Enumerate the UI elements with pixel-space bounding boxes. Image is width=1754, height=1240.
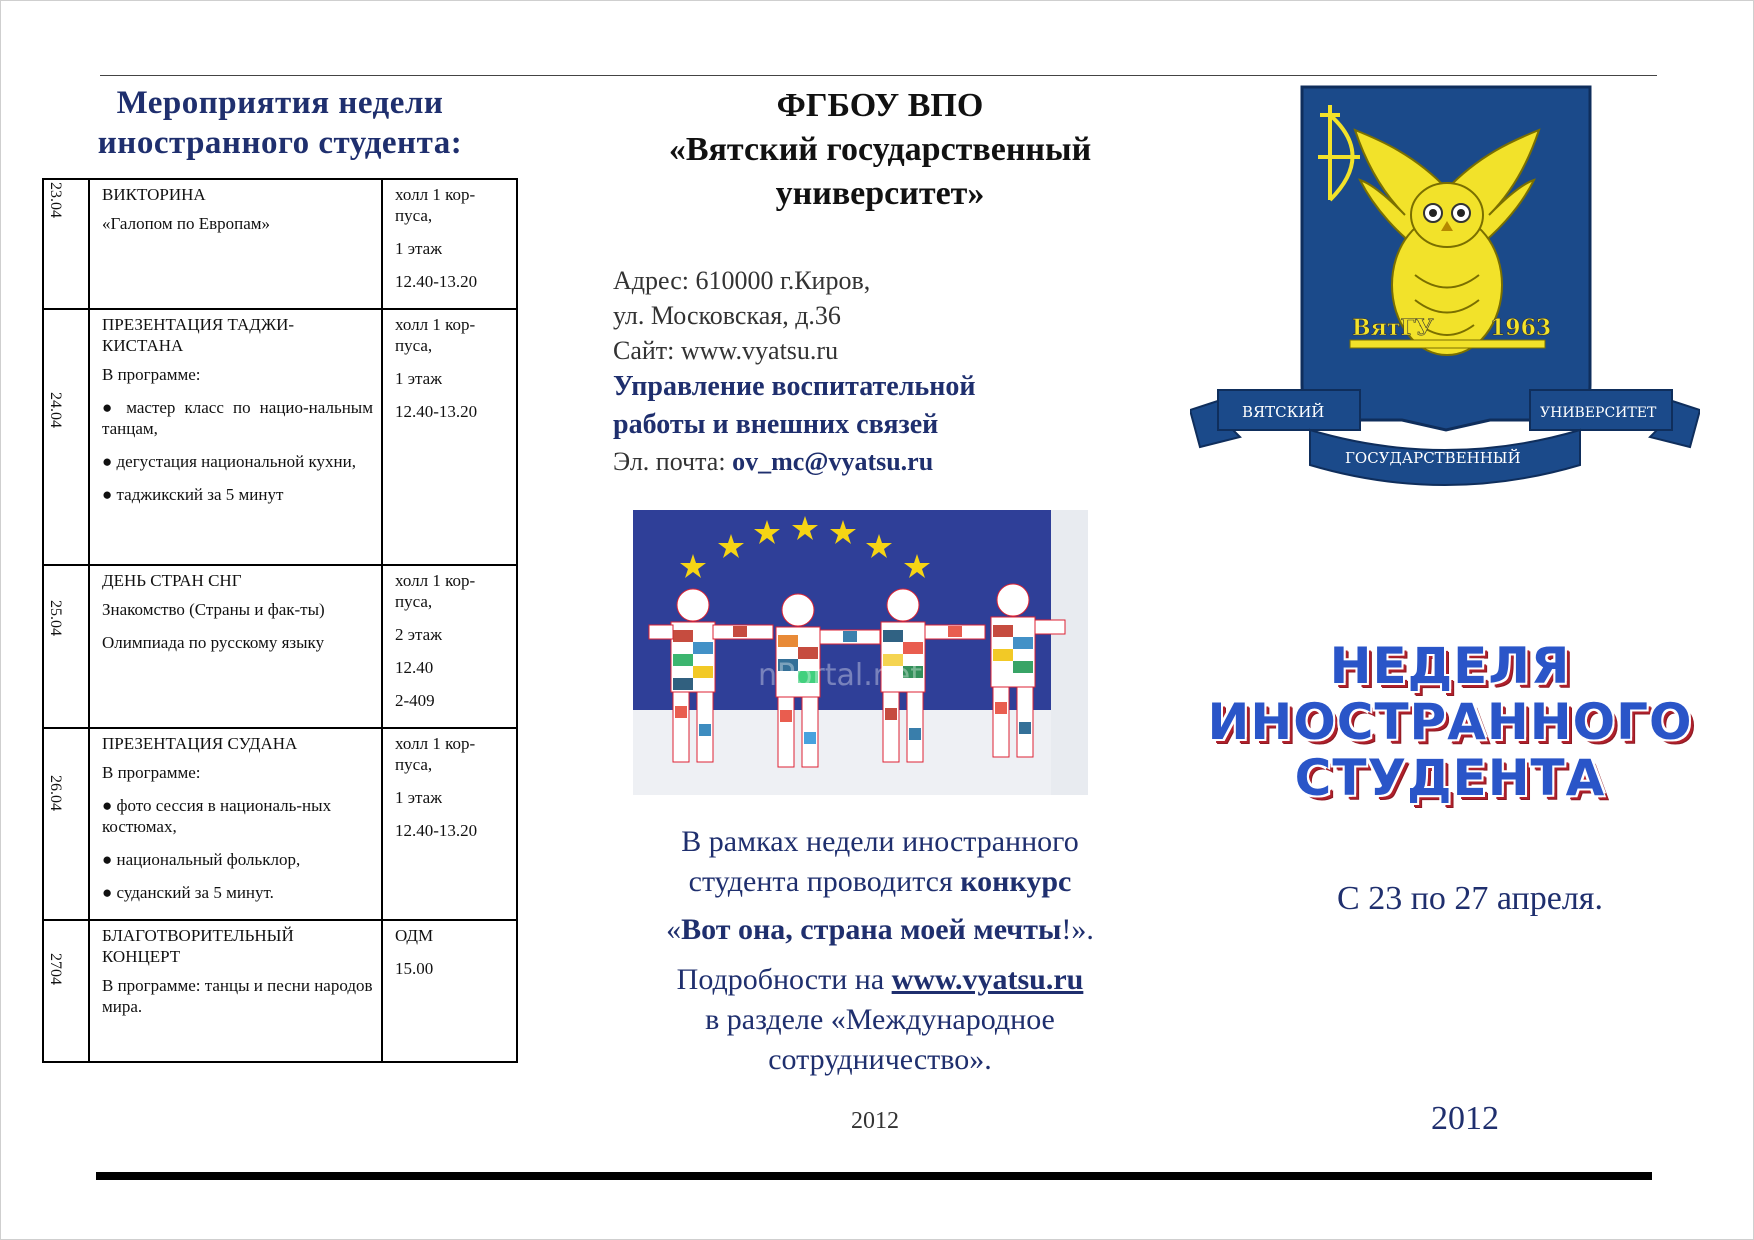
schedule-event-cell (89, 565, 382, 728)
event-title: ВИКТОРИНА (102, 185, 206, 204)
emblem-year: 1963 (1490, 315, 1552, 341)
schedule-place-cell (382, 565, 517, 728)
place-text: холл 1 кор-пуса, (395, 734, 476, 774)
event-text: В программе: (102, 763, 201, 782)
schedule-row (43, 309, 517, 565)
schedule-event-cell (89, 309, 382, 565)
email-link[interactable]: ov_mc@vyatsu.ru (732, 447, 934, 476)
contest-quote-close: !». (1061, 913, 1094, 946)
department-line: Управление воспитательной (613, 371, 976, 402)
email-label: Эл. почта: (613, 447, 733, 476)
bottom-divider (96, 1172, 1652, 1180)
middle-year: 2012 (851, 1108, 899, 1134)
schedule-table (42, 178, 518, 1063)
schedule-date-cell (43, 179, 89, 309)
ribbon-right-text: УНИВЕРСИТЕТ (1540, 405, 1657, 421)
schedule-place-cell (382, 920, 517, 1062)
banner-line: СТУДЕНТА (1294, 749, 1606, 807)
event-text: ● дегустация национальной кухни, (102, 452, 356, 471)
details-section: сотрудничество». (768, 1043, 992, 1076)
schedule-date-cell (43, 920, 89, 1062)
ribbon-left-text: ВЯТСКИЙ (1242, 403, 1325, 421)
details-label: Подробности на (676, 963, 892, 996)
place-text: 2-409 (395, 691, 435, 710)
schedule-heading-line2: иностранного студента: (97, 125, 463, 161)
org-line: «Вятский государственный (668, 131, 1092, 168)
event-text: В программе: (102, 365, 201, 384)
schedule-date: 24.04 (47, 392, 64, 428)
website-line[interactable]: Сайт: www.vyatsu.ru (613, 336, 839, 365)
contest-title: Вот она, страна моей мечты (681, 913, 1062, 946)
place-text: 12.40-13.20 (395, 821, 478, 840)
event-title: ПРЕЗЕНТАЦИЯ СУДАНА (102, 734, 298, 753)
org-line: ФГБОУ ВПО (776, 87, 984, 124)
schedule-row (43, 920, 517, 1062)
place-text: 12.40-13.20 (395, 402, 478, 421)
event-text: ● таджикский за 5 минут (102, 485, 284, 504)
schedule-place-cell (382, 179, 517, 309)
event-title: ДЕНЬ СТРАН СНГ (102, 571, 242, 590)
place-text: 2 этаж (395, 625, 442, 644)
eu-people-image (633, 510, 1088, 795)
contact-block (613, 263, 1133, 479)
event-text: ● национальный фольклор, (102, 850, 301, 869)
event-text: ● суданский за 5 минут. (102, 883, 274, 902)
place-text: холл 1 кор-пуса, (395, 571, 476, 611)
event-dates: С 23 по 27 апреля. (1337, 880, 1603, 917)
place-text: 1 этаж (395, 369, 442, 388)
event-text: Знакомство (Страны и фак-ты) (102, 600, 325, 619)
schedule-date-cell (43, 565, 89, 728)
ribbon-center-text: ГОСУДАРСТВЕННЫЙ (1345, 449, 1521, 467)
schedule-event-cell (89, 920, 382, 1062)
details-line (590, 960, 1170, 1000)
event-text: В программе: танцы и песни народов мира. (102, 976, 373, 1016)
event-text: Олимпиада по русскому языку (102, 633, 325, 652)
place-text: 15.00 (395, 959, 434, 978)
owl-crest-icon (1190, 85, 1700, 515)
event-title: БЛАГОТВОРИТЕЛЬНЫЙ КОНЦЕРТ (102, 926, 294, 966)
schedule-event-cell (89, 728, 382, 920)
university-emblem (1190, 85, 1700, 515)
event-title: ПРЕЗЕНТАЦИЯ ТАДЖИ-КИСТАНА (102, 315, 295, 355)
place-text: 1 этаж (395, 788, 442, 807)
schedule-date: 2704 (47, 953, 64, 985)
schedule-place-cell (382, 728, 517, 920)
details-section: в разделе «Международное (705, 1003, 1055, 1036)
event-text: ● мастер класс по нацио-нальным танцам, (102, 398, 373, 438)
top-divider (100, 75, 1657, 76)
place-text: ОДМ (395, 926, 434, 945)
schedule-event-cell (89, 179, 382, 309)
schedule-heading (30, 83, 530, 163)
address-line: ул. Московская, д.36 (613, 301, 841, 330)
details-link[interactable]: www.vyatsu.ru (891, 963, 1084, 996)
event-text: ● фото сессия в националь-ных костюмах, (102, 796, 332, 836)
department-line: работы и внешних связей (613, 409, 939, 440)
right-year: 2012 (1431, 1100, 1499, 1137)
banner-line: ИНОСТРАННОГО (1207, 693, 1693, 751)
place-text: холл 1 кор-пуса, (395, 185, 476, 225)
schedule-date: 23.04 (47, 182, 64, 218)
schedule-row (43, 728, 517, 920)
banner-line: НЕДЕЛЯ (1329, 637, 1571, 695)
schedule-place-cell (382, 309, 517, 565)
schedule-date: 25.04 (47, 600, 64, 636)
place-text: 12.40 (395, 658, 434, 677)
event-title-banner (1205, 638, 1695, 806)
place-text: 1 этаж (395, 239, 442, 258)
email-line (613, 444, 1133, 479)
contest-keyword: конкурс (960, 865, 1072, 898)
schedule-row (43, 179, 517, 309)
watermark-text: nPortal.net (758, 658, 922, 693)
contest-name (590, 910, 1170, 950)
schedule-date-cell (43, 728, 89, 920)
place-text: холл 1 кор-пуса, (395, 315, 476, 355)
schedule-heading-line1: Мероприятия недели (116, 85, 444, 121)
org-line: университет» (775, 175, 985, 212)
contest-block (590, 822, 1170, 1080)
place-text: 12.40-13.20 (395, 272, 478, 291)
event-text: «Галопом по Европам» (102, 214, 271, 233)
contest-line: В рамках недели иностранного (681, 825, 1079, 858)
eu-people-illustration (633, 510, 1088, 795)
address-line: Адрес: 610000 г.Киров, (613, 266, 871, 295)
contest-quote-open: « (666, 913, 682, 946)
contest-line2 (590, 862, 1170, 902)
schedule-row (43, 565, 517, 728)
schedule-date-cell (43, 309, 89, 565)
organization-name (600, 84, 1160, 216)
schedule-date: 26.04 (47, 775, 64, 811)
emblem-monogram: ВятГУ (1352, 315, 1434, 341)
contest-line-text: студента проводится (688, 865, 961, 898)
